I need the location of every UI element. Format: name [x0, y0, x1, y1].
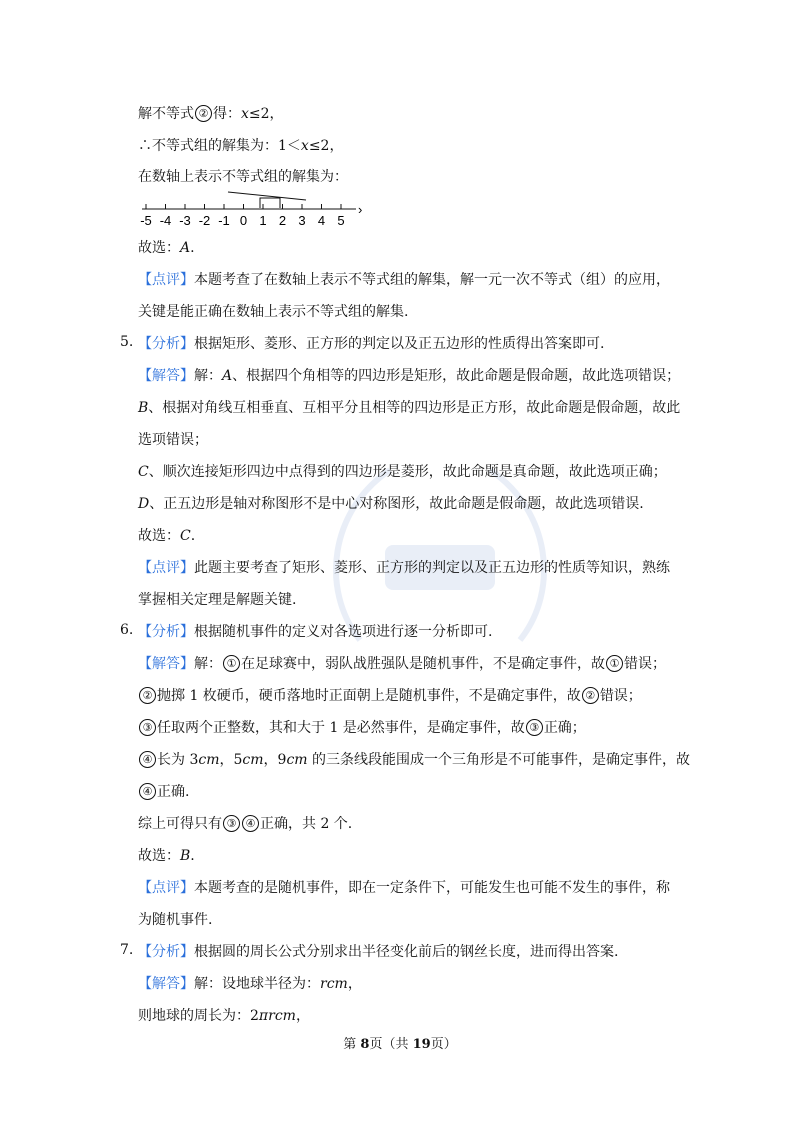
tick-label: -3 [179, 213, 191, 228]
q5-option-b-cont: 选项错误； [138, 432, 208, 448]
solution-segment [228, 192, 306, 200]
tick-label: 4 [317, 213, 326, 228]
q6-summary: 综上可得只有 ③ ④ 正确，共 2 个. [138, 816, 353, 832]
q5-choice: 故选：C. [138, 528, 196, 544]
q5-answer: 【解答】解：A、根据四个角相等的四边形是矩形，故此命题是假命题，故此选项错误； [138, 368, 681, 384]
q6-review-cont: 为随机事件. [138, 912, 213, 928]
q6-answer-1: 【解答】解： ① 在足球赛中，弱队战胜强队是随机事件，不是确定事件，故 ① 错误； [138, 656, 666, 672]
choice-line-1: 故选：A. [138, 240, 195, 256]
tick-label: 0 [239, 213, 248, 228]
q6-choice: 故选：B. [138, 848, 195, 864]
tick-label: -1 [218, 213, 230, 228]
q5-analysis: 【分析】根据矩形、菱形、正方形的判定以及正五边形的性质得出答案即可. [138, 336, 605, 352]
q7-circumference: 则地球的周长为：2πrcm， [138, 1008, 310, 1024]
tick-label: 3 [298, 213, 306, 228]
q6-answer-2: ② 抛掷 1 枚硬币，硬币落地时正面朝上是随机事件，不是确定事件，故 ② 错误； [138, 686, 642, 706]
q5-review-cont: 掌握相关定理是解题关键. [138, 592, 297, 608]
q5-option-b: B、根据对角线互相垂直、互相平分且相等的四边形是正方形，故此命题是假命题，故此 [138, 400, 681, 416]
tick-label: -2 [198, 213, 211, 228]
q6-answer-4-cont: ④ 正确. [138, 782, 189, 802]
q6-analysis: 【分析】根据随机事件的定义对各选项进行逐一分析即可. [138, 624, 493, 640]
tick-label: -5 [140, 213, 152, 228]
question-number-5: 5. [120, 334, 134, 350]
tick-label: 5 [337, 213, 345, 228]
review-tag: 【点评】 [138, 272, 194, 288]
q5-option-d: D、正五边形是轴对称图形不是中心对称图形，故此命题是假命题，故此选项错误. [138, 496, 644, 512]
q5-option-c: C、顺次连接矩形四边中点得到的四边形是菱形，故此命题是真命题，故此选项正确； [138, 464, 667, 480]
solve-inequality-2: 解不等式 ② 得：x≤2， [138, 106, 284, 122]
q6-answer-4: ④ 长为 3cm，5cm，9cm 的三条线段能围成一个三角形是不可能事件，是确定事件，故 [138, 750, 690, 770]
q7-answer: 【解答】解：设地球半径为：rcm， [138, 976, 362, 992]
tick-label: 2 [278, 213, 287, 228]
solution-set-line: ∴不等式组的解集为：1＜x≤2， [138, 138, 344, 154]
q6-review: 【点评】本题考查的是随机事件，即在一定条件下，可能发生也可能不发生的事件，称 [138, 880, 670, 896]
tick-label: -4 [159, 213, 172, 228]
q5-review: 【点评】此题主要考查了矩形、菱形、正方形的判定以及正五边形的性质等知识，熟练 [138, 560, 670, 576]
number-line-intro: 在数轴上表示不等式组的解集为： [138, 169, 348, 185]
circled-2: ② [195, 105, 212, 122]
tick-label: 1 [259, 213, 267, 228]
page-footer: 第 8页（共 19页） [343, 1037, 457, 1052]
question-number-7: 7. [120, 942, 134, 958]
q6-answer-3: ③ 任取两个正整数，其和大于 1 是必然事件，是确定事件，故 ③ 正确； [138, 718, 586, 738]
number-line-figure [136, 190, 376, 232]
review-1: 【点评】本题考查了在数轴上表示不等式组的解集，解一元一次不等式（组）的应用， [138, 272, 670, 288]
q7-analysis: 【分析】根据圆的周长公式分别求出半径变化前后的钢丝长度，进而得出答案. [138, 944, 619, 960]
review-1-cont: 关键是能正确在数轴上表示不等式组的解集. [138, 304, 409, 320]
question-number-6: 6. [120, 622, 134, 638]
axis-arrow: › [358, 202, 363, 217]
